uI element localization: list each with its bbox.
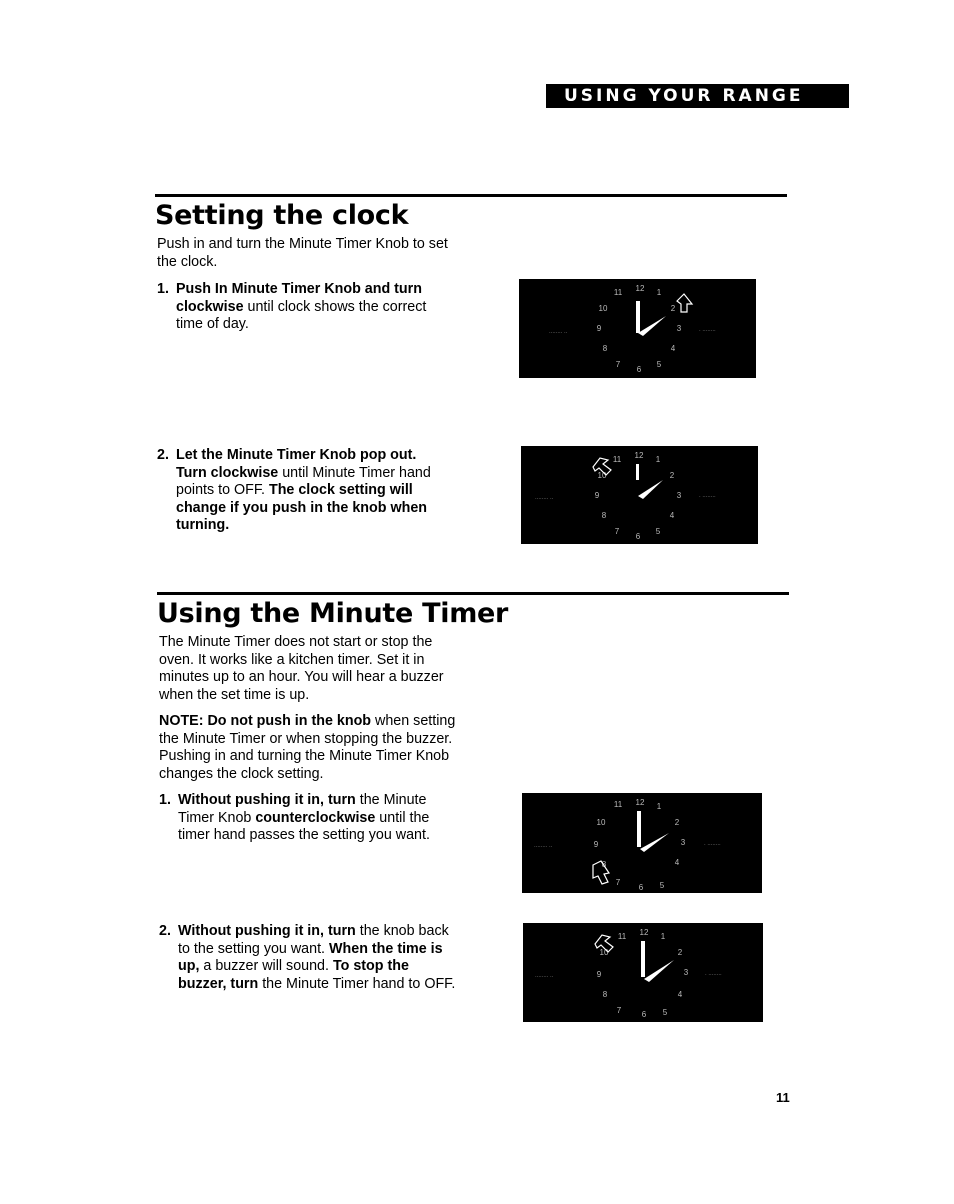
clock-numeral: 3: [683, 968, 689, 977]
clock-numeral: 4: [669, 511, 675, 520]
step-text-bold: counterclockwise: [255, 809, 376, 826]
clock-numeral: 1: [656, 288, 662, 297]
clock-hour-hand: [641, 941, 645, 977]
timer-note: [159, 713, 479, 783]
timer-intro: The Minute Timer does not start or stop the oven. It works like a kitchen timer. Set it in minutes up to an hour. You will hear a buzzer when the set time is up.: [159, 634, 444, 703]
heading-setting-clock: Setting the clock: [155, 200, 409, 231]
clock-numeral: 11: [613, 288, 623, 297]
clock-numeral: 12: [639, 928, 649, 937]
clock-numeral: 10: [599, 948, 609, 957]
clock-numeral: 2: [670, 304, 676, 313]
section-rule-clock: [155, 194, 787, 197]
clock-face-image-4: [523, 923, 763, 1022]
clock-hour-hand: [636, 301, 640, 333]
step-text: the knob back to the setting you want.: [178, 923, 449, 957]
clock-right-label: . ........: [705, 971, 722, 977]
clock-numeral: 3: [676, 324, 682, 333]
clock-right-label: . ........: [704, 841, 721, 847]
clock-numeral: 7: [614, 527, 620, 536]
clock-numeral: 4: [674, 858, 680, 867]
step-text: the Minute Timer hand to OFF.: [258, 975, 456, 992]
clock-left-label: ........ ..: [549, 329, 568, 335]
note-text: when setting the Minute Timer or when stopping the buzzer. Pushing in and turning the Minute Timer Knob changes the clock setting.: [159, 713, 456, 782]
step-text: until the timer hand passes the setting you want.: [178, 809, 430, 843]
clock-numeral: 2: [677, 948, 683, 957]
clock-numeral: 7: [615, 878, 621, 887]
clock-numeral: 8: [601, 860, 607, 869]
clock-numeral: 8: [602, 344, 608, 353]
clock-right-label: . ........: [699, 493, 716, 499]
clock-numeral: 9: [594, 491, 600, 500]
clock-numeral: 5: [656, 360, 662, 369]
clock-numeral: 8: [601, 511, 607, 520]
clock-numeral: 3: [680, 838, 686, 847]
clock-numeral: 4: [677, 990, 683, 999]
step-text-bold: Turn clockwise: [176, 464, 279, 481]
clock-numeral: 4: [670, 344, 676, 353]
clock-step-1: [157, 281, 457, 334]
step-text-bold: The clock setting will change if you push in the knob when turning.: [176, 482, 427, 533]
clock-numeral: 1: [655, 455, 661, 464]
clock-face-image-2: [521, 446, 758, 544]
clock-intro: Push in and turn the Minute Timer Knob to set the clock.: [157, 236, 448, 270]
clock-numeral: 6: [635, 532, 641, 541]
clock-numeral: 2: [674, 818, 680, 827]
clock-numeral: 10: [598, 304, 608, 313]
clock-numeral: 12: [635, 798, 645, 807]
step-number: 1.: [157, 281, 169, 297]
section-header: USING YOUR RANGE: [546, 84, 849, 108]
page-number: 11: [776, 1090, 790, 1105]
clock-numeral: 7: [616, 1006, 622, 1015]
clock-numeral: 9: [596, 970, 602, 979]
step-text-bold: When the time is up,: [178, 940, 443, 974]
step-text-bold: Without pushing it in, turn: [178, 923, 356, 939]
step-text-bold: To stop the buzzer, turn: [178, 958, 409, 992]
step-number: 2.: [157, 447, 169, 463]
clock-numeral: 6: [638, 883, 644, 892]
clock-numeral: 5: [655, 527, 661, 536]
clock-minute-hand: [638, 480, 663, 499]
clockwise-arrow-icon: [677, 294, 692, 312]
clock-left-label: ........ ..: [535, 973, 554, 979]
timer-hand: [644, 960, 674, 982]
clock-numeral: 9: [593, 840, 599, 849]
timer-step-2: [159, 923, 459, 993]
clock-numeral: 7: [615, 360, 621, 369]
clock-numeral: 11: [613, 800, 623, 809]
clock-numeral: 3: [676, 491, 682, 500]
step-number: 2.: [159, 923, 171, 939]
clock-numeral: 12: [635, 284, 645, 293]
timer-step-1: [159, 792, 459, 845]
clock-numeral: 1: [656, 802, 662, 811]
clock-face-image-3: [522, 793, 762, 893]
clock-numeral: 11: [612, 455, 622, 464]
clock-face-image-1: [519, 279, 756, 378]
section-rule-timer: [157, 592, 789, 595]
timer-hand-off: [636, 464, 639, 480]
clock-numeral: 9: [596, 324, 602, 333]
clock-numeral: 5: [659, 881, 665, 890]
clock-numeral: 6: [641, 1010, 647, 1019]
clock-right-label: . ........: [699, 327, 716, 333]
clock-numeral: 1: [660, 932, 666, 941]
step-text: until Minute Timer hand points to OFF.: [176, 464, 431, 498]
clock-numeral: 2: [669, 471, 675, 480]
clock-numeral: 10: [596, 818, 606, 827]
step-text: the Minute Timer Knob: [178, 792, 427, 826]
clock-left-label: ........ ..: [535, 495, 554, 501]
clock-numeral: 11: [617, 932, 627, 941]
clock-numeral: 10: [597, 471, 607, 480]
timer-hand: [640, 833, 669, 852]
clock-numeral: 8: [602, 990, 608, 999]
clock-minute-hand: [638, 316, 666, 336]
heading-minute-timer: Using the Minute Timer: [157, 598, 509, 629]
step-text: a buzzer will sound.: [199, 958, 333, 974]
clock-numeral: 12: [634, 451, 644, 460]
note-bold: NOTE: Do not push in the knob: [159, 713, 372, 729]
clock-hour-hand: [637, 811, 641, 847]
step-instruction-bold: Push In Minute Timer Knob and turn clockwise: [176, 281, 422, 315]
step-number: 1.: [159, 792, 171, 808]
step-instruction-text: until clock shows the correct time of day.: [176, 298, 427, 332]
step-text-bold: Without pushing it in, turn: [178, 792, 356, 808]
clock-left-label: ........ ..: [534, 843, 553, 849]
step-text-bold: Let the Minute Timer Knob pop out.: [176, 447, 417, 463]
clock-step-2: [157, 447, 457, 535]
clock-numeral: 5: [662, 1008, 668, 1017]
clock-numeral: 6: [636, 365, 642, 374]
